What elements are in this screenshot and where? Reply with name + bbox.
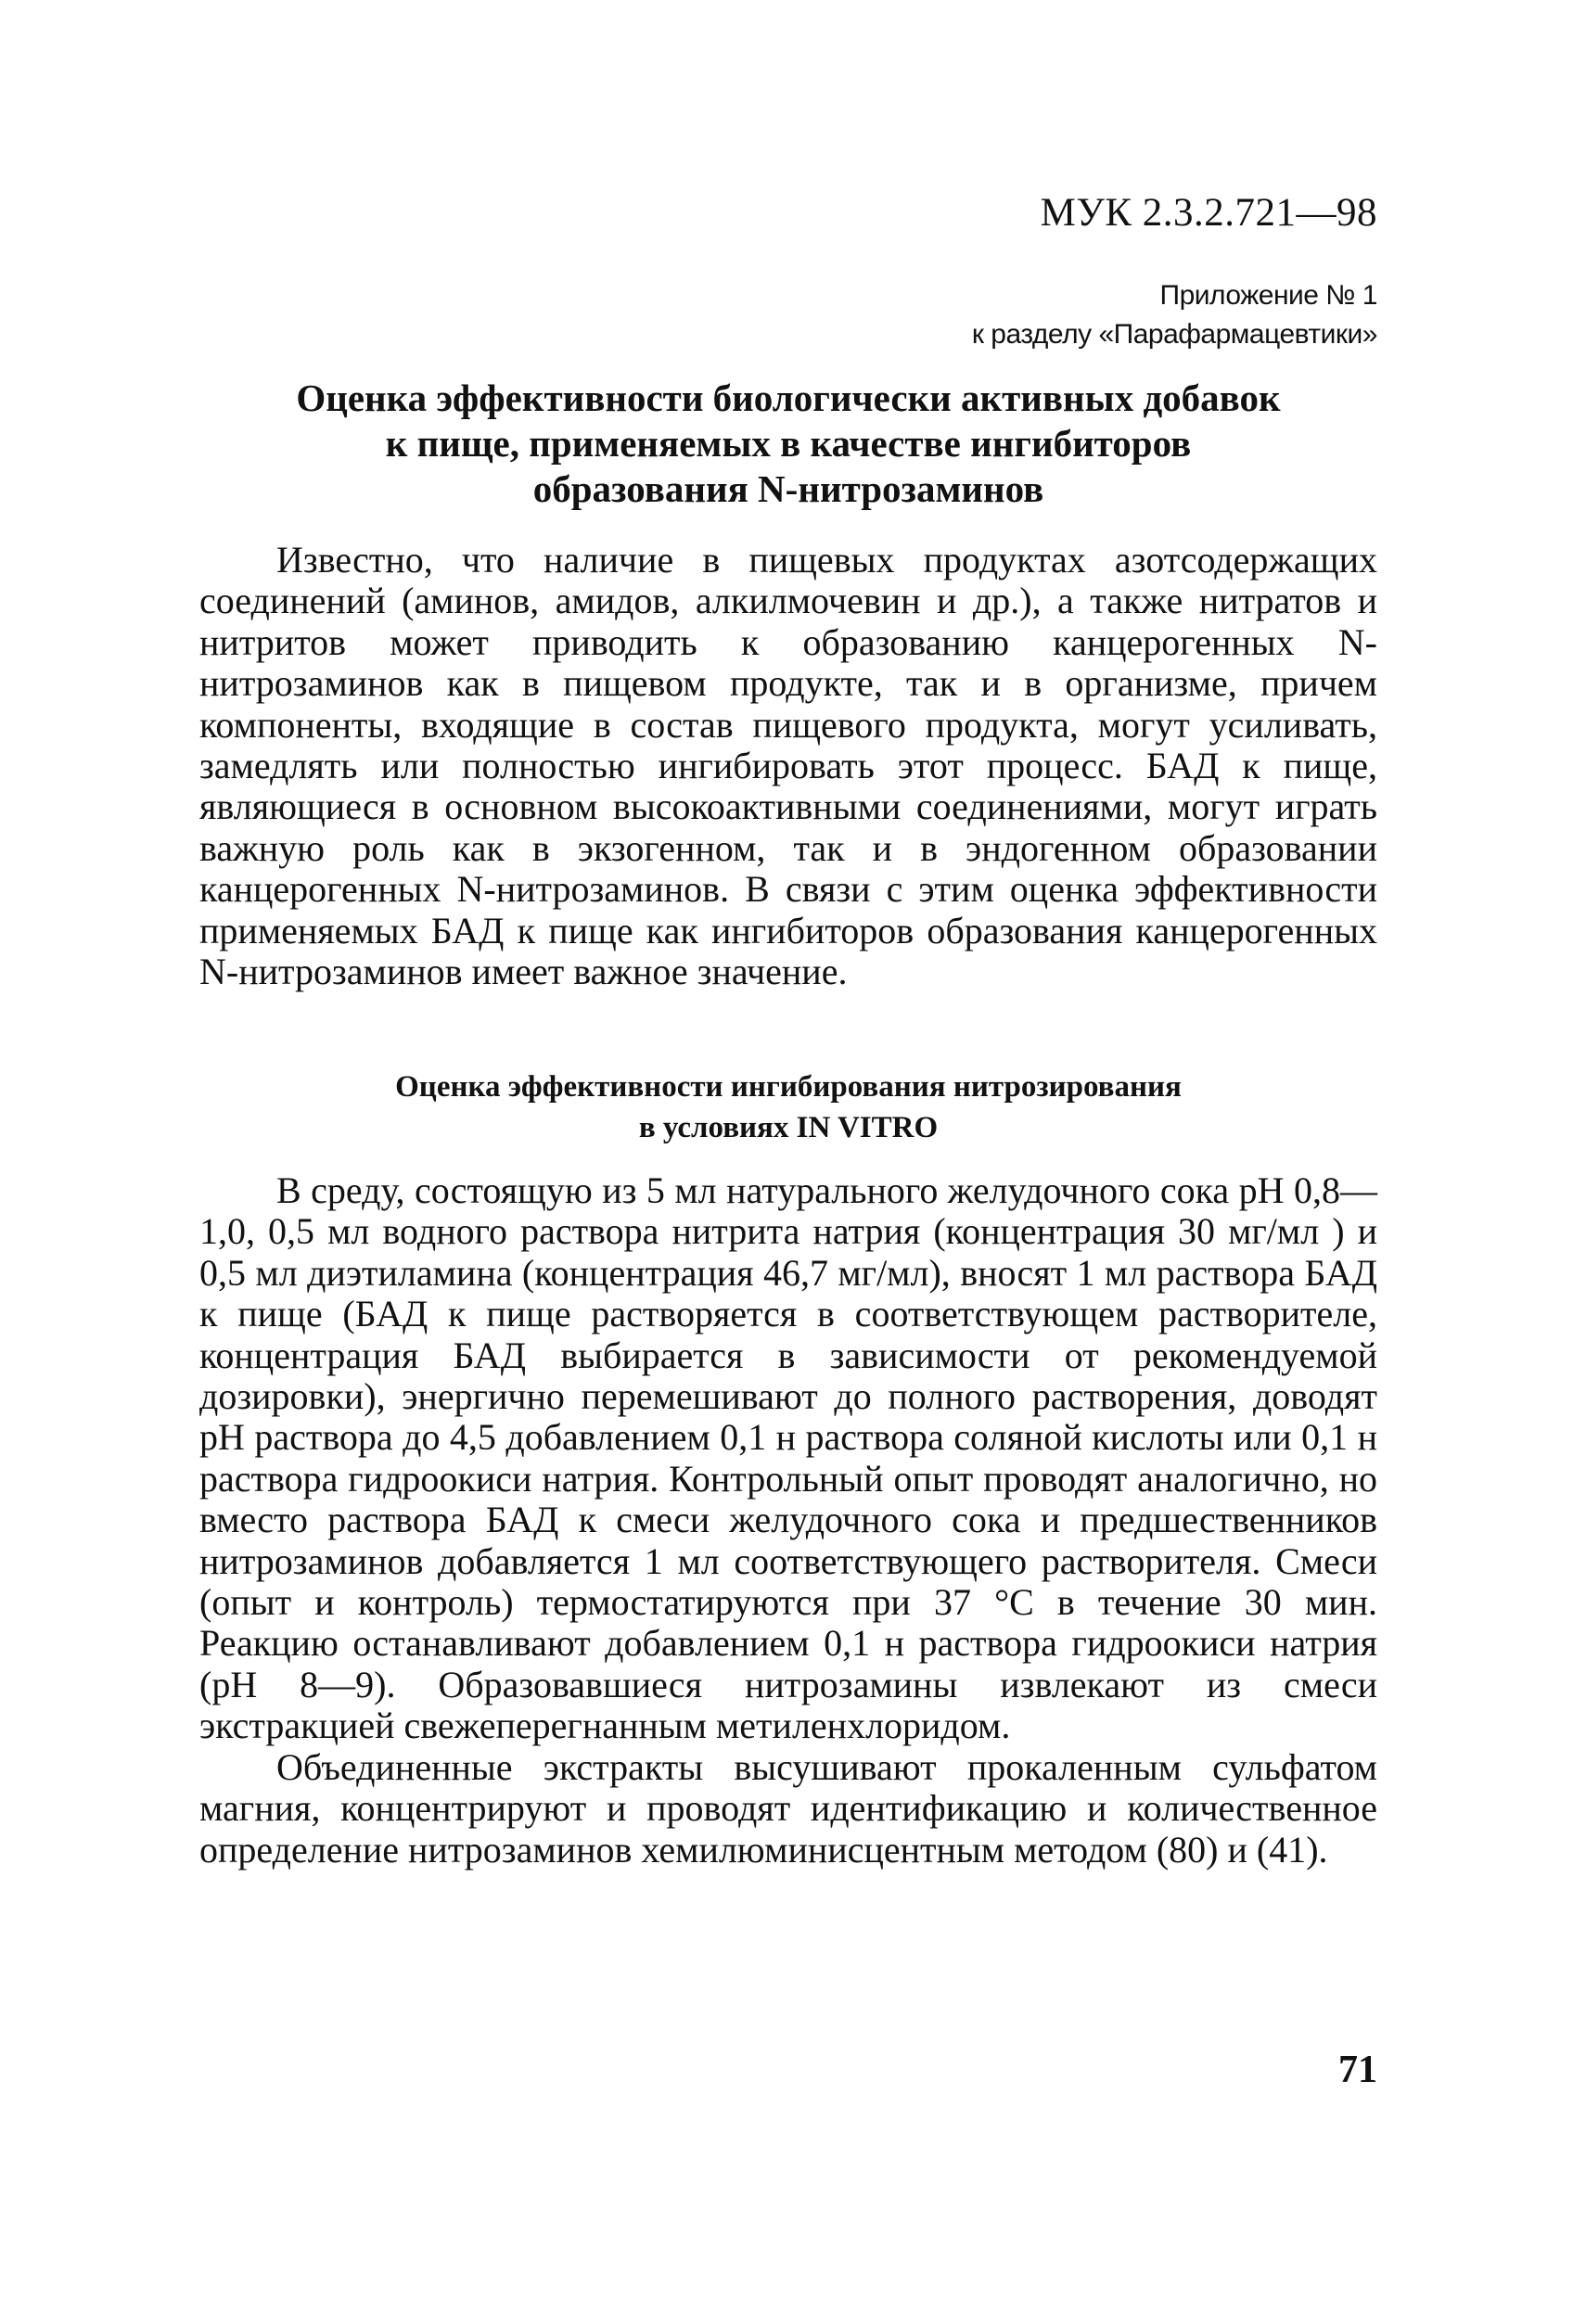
main-title-line-3: образования N-нитрозаминов <box>532 467 1044 510</box>
main-title-line-1: Оценка эффективности биологически активных добавок <box>296 377 1281 419</box>
method-section <box>199 1170 1377 1871</box>
document-code: МУК 2.3.2.721—98 <box>1040 191 1377 235</box>
appendix-line-1: Приложение № 1 <box>1159 280 1377 311</box>
main-title <box>199 376 1377 512</box>
section-title <box>199 1066 1377 1148</box>
appendix-line-2: к разделу «Парафармацевтики» <box>971 319 1377 350</box>
section-title-line-2: в условиях IN VITRO <box>638 1111 939 1144</box>
section-title-line-1: Оценка эффективности ингибирования нитрозирования <box>395 1070 1182 1104</box>
appendix-note <box>972 276 1377 354</box>
method-paragraph-2: Объединенные экстракты высушивают прокаленным сульфатом магния, концентрируют и проводят идентификацию и количественное определение нитрозаминов хемилюминисцентным методом (80) и (41). <box>199 1745 1377 1871</box>
method-paragraph-1: В среду, состоящую из 5 мл натурального желудочного сока pH 0,8—1,0, 0,5 мл водного раствора нитрита натрия (концентрация 30 мг/мл ) и 0,5 мл диэтиламина (концентрация 46,7 мг/мл), вносят 1 мл раствора БАД к пище (БАД к пище растворяется в соответствующем растворителе, концентрация БАД выбирается в зависимости от рекомендуемой дозировки), энергично перемешивают до полного растворения, доводят pH раствора до 4,5 добавлением 0,1 н раствора соляной кислоты или 0,1 н раствора гидроокиси натрия. Контрольный опыт проводят аналогично, но вместо раствора БАД к смеси желудочного сока и предшественников нитрозаминов добавляется 1 мл соответствующего растворителя. Смеси (опыт и контроль) термостатируются при 37 °С в течение 30 мин. Реакцию останавливают добавлением 0,1 н раствора гидроокиси натрия (pH 8—9). Образовавшиеся нитрозамины извлекают из смеси экстракцией свежеперегнанным метиленхлоридом. <box>199 1169 1377 1747</box>
page-number: 71 <box>1338 2049 1377 2091</box>
intro-section <box>199 540 1377 992</box>
intro-paragraph: Известно, что наличие в пищевых продуктах азотсодержащих соединений (аминов, амидов, алкилмочевин и др.), а также нитратов и нитритов может приводить к образованию канцерогенных N-нитрозаминов как в пищевом продукте, так и в организме, причем компоненты, входящие в состав пищевого продукта, могут усиливать, замедлять или полностью ингибировать этот процесс. БАД к пище, являющиеся в основном высокоактивными соединениями, могут играть важную роль как в экзогенном, так и в эндогенном образовании канцерогенных N-нитрозаминов. В связи с этим оценка эффективности применяемых БАД к пище как ингибиторов образования канцерогенных N-нитрозаминов имеет важное значение. <box>199 539 1377 993</box>
main-title-line-2: к пище, применяемых в качестве ингибиторов <box>385 422 1192 465</box>
